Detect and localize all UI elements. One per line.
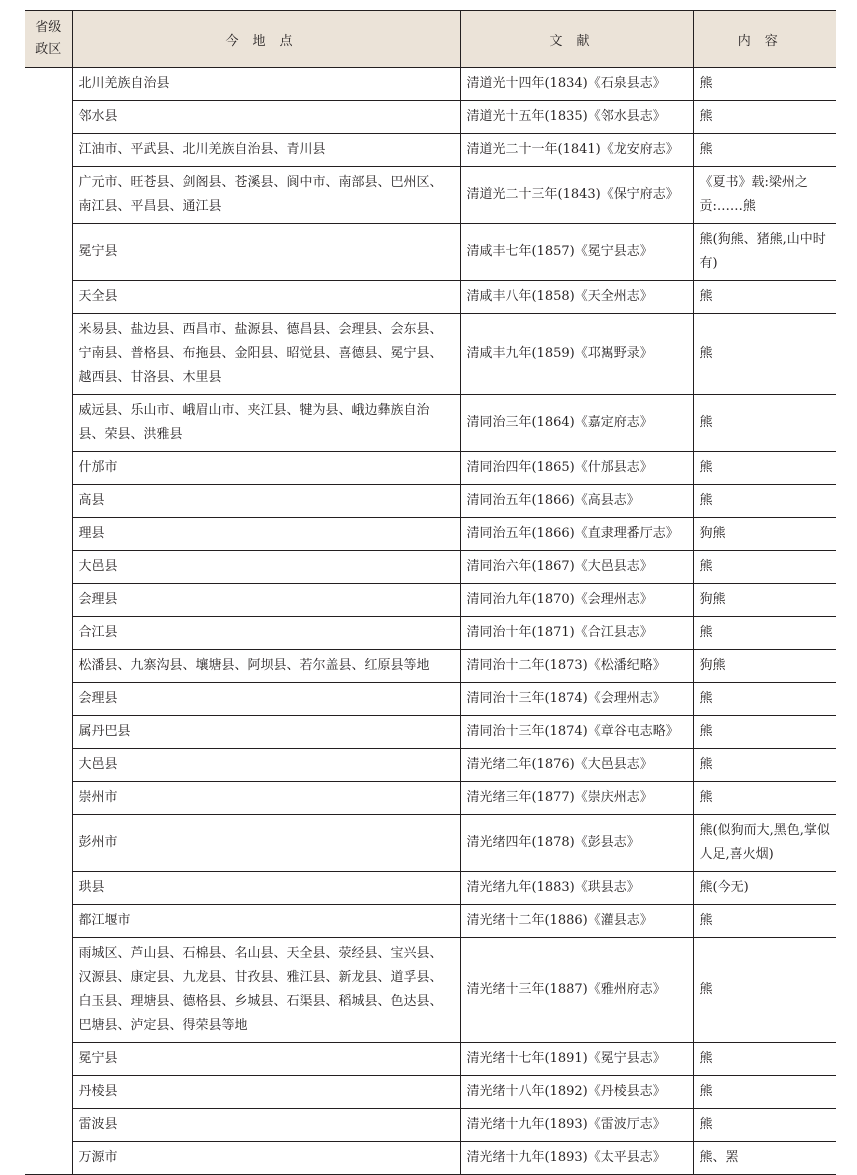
place-cell: 冕宁县 (72, 1043, 460, 1076)
place-cell: 北川羌族自治县 (72, 68, 460, 101)
document-cell: 清道光二十三年(1843)《保宁府志》 (460, 167, 693, 224)
content-cell: 熊 (693, 905, 836, 938)
document-cell: 清同治九年(1870)《会理州志》 (460, 584, 693, 617)
table-row (25, 485, 836, 518)
table-row (25, 551, 836, 584)
table-row (25, 749, 836, 782)
document-cell: 清光绪十八年(1892)《丹棱县志》 (460, 1076, 693, 1109)
place-cell: 威远县、乐山市、峨眉山市、夹江县、犍为县、峨边彝族自治县、荣县、洪雅县 (72, 395, 460, 452)
content-cell: 熊 (693, 485, 836, 518)
header-province-line2: 政区 (35, 42, 62, 57)
document-cell: 清光绪十九年(1893)《雷波厅志》 (460, 1109, 693, 1142)
document-cell: 清光绪三年(1877)《崇庆州志》 (460, 782, 693, 815)
document-cell: 清光绪十九年(1893)《太平县志》 (460, 1142, 693, 1175)
table-row (25, 650, 836, 683)
table-row (25, 716, 836, 749)
place-cell: 冕宁县 (72, 224, 460, 281)
document-cell: 清同治四年(1865)《什邡县志》 (460, 452, 693, 485)
header-content: 内容 (693, 11, 836, 68)
document-cell: 清同治五年(1866)《高县志》 (460, 485, 693, 518)
header-province (25, 11, 72, 68)
place-cell: 会理县 (72, 683, 460, 716)
place-cell: 珙县 (72, 872, 460, 905)
place-cell: 属丹巴县 (72, 716, 460, 749)
content-cell: 《夏书》载:梁州之贡:……熊 (693, 167, 836, 224)
content-cell: 熊 (693, 716, 836, 749)
place-cell: 崇州市 (72, 782, 460, 815)
place-cell: 大邑县 (72, 551, 460, 584)
document-cell: 清同治十三年(1874)《会理州志》 (460, 683, 693, 716)
place-cell: 大邑县 (72, 749, 460, 782)
table-row (25, 314, 836, 395)
content-cell: 熊 (693, 395, 836, 452)
header-place: 今地点 (72, 11, 460, 68)
document-cell: 清咸丰八年(1858)《天全州志》 (460, 281, 693, 314)
header-province-line1: 省级 (35, 20, 62, 35)
content-cell: 熊(似狗而大,黑色,掌似人足,喜火烟) (693, 815, 836, 872)
document-cell: 清道光十四年(1834)《石泉县志》 (460, 68, 693, 101)
place-cell: 松潘县、九寨沟县、壤塘县、阿坝县、若尔盖县、红原县等地 (72, 650, 460, 683)
document-cell: 清光绪十七年(1891)《冕宁县志》 (460, 1043, 693, 1076)
content-cell: 熊 (693, 1043, 836, 1076)
table-row (25, 281, 836, 314)
place-cell: 理县 (72, 518, 460, 551)
table-row (25, 224, 836, 281)
place-cell: 雨城区、芦山县、石棉县、名山县、天全县、荥经县、宝兴县、汉源县、康定县、九龙县、甘孜县、雅江县、新龙县、道孚县、白玉县、理塘县、德格县、乡城县、石渠县、稻城县、色达县、巴塘县、泸定县、得荣县等地 (72, 938, 460, 1043)
content-cell: 熊 (693, 1076, 836, 1109)
document-cell: 清光绪九年(1883)《珙县志》 (460, 872, 693, 905)
document-cell: 清同治十三年(1874)《章谷屯志略》 (460, 716, 693, 749)
place-cell: 彭州市 (72, 815, 460, 872)
table-row (25, 134, 836, 167)
header-row (25, 11, 836, 68)
content-cell: 熊 (693, 782, 836, 815)
place-cell: 江油市、平武县、北川羌族自治县、青川县 (72, 134, 460, 167)
content-cell: 熊、罴 (693, 1142, 836, 1175)
content-cell: 熊 (693, 134, 836, 167)
content-cell: 狗熊 (693, 650, 836, 683)
gazetteer-table (25, 10, 836, 1175)
place-cell: 会理县 (72, 584, 460, 617)
table-row (25, 395, 836, 452)
place-cell: 合江县 (72, 617, 460, 650)
document-cell: 清光绪二年(1876)《大邑县志》 (460, 749, 693, 782)
table-row (25, 101, 836, 134)
content-cell: 熊 (693, 551, 836, 584)
place-cell: 都江堰市 (72, 905, 460, 938)
header-document: 文献 (460, 11, 693, 68)
content-cell: 熊 (693, 1109, 836, 1142)
table-row (25, 815, 836, 872)
table-row (25, 584, 836, 617)
table-row (25, 938, 836, 1043)
content-cell: 熊 (693, 749, 836, 782)
province-cell (25, 68, 72, 1175)
place-cell: 万源市 (72, 1142, 460, 1175)
content-cell: 狗熊 (693, 584, 836, 617)
content-cell: 狗熊 (693, 518, 836, 551)
table-row (25, 68, 836, 101)
place-cell: 雷波县 (72, 1109, 460, 1142)
content-cell: 熊(狗熊、猪熊,山中时有) (693, 224, 836, 281)
document-cell: 清同治十二年(1873)《松潘纪略》 (460, 650, 693, 683)
table-row (25, 1043, 836, 1076)
place-cell: 什邡市 (72, 452, 460, 485)
place-cell: 天全县 (72, 281, 460, 314)
content-cell: 熊 (693, 938, 836, 1043)
table-row (25, 683, 836, 716)
content-cell: 熊 (693, 683, 836, 716)
place-cell: 高县 (72, 485, 460, 518)
document-cell: 清光绪十三年(1887)《雅州府志》 (460, 938, 693, 1043)
table-row (25, 617, 836, 650)
place-cell: 广元市、旺苍县、剑阁县、苍溪县、阆中市、南部县、巴州区、南江县、平昌县、通江县 (72, 167, 460, 224)
table-row (25, 872, 836, 905)
document-cell: 清同治五年(1866)《直隶理番厅志》 (460, 518, 693, 551)
place-cell: 丹棱县 (72, 1076, 460, 1109)
document-cell: 清咸丰七年(1857)《冕宁县志》 (460, 224, 693, 281)
table-row (25, 452, 836, 485)
content-cell: 熊 (693, 68, 836, 101)
content-cell: 熊 (693, 314, 836, 395)
content-cell: 熊 (693, 281, 836, 314)
document-cell: 清同治十年(1871)《合江县志》 (460, 617, 693, 650)
table-row (25, 1076, 836, 1109)
document-cell: 清同治六年(1867)《大邑县志》 (460, 551, 693, 584)
content-cell: 熊 (693, 452, 836, 485)
content-cell: 熊 (693, 101, 836, 134)
content-cell: 熊(今无) (693, 872, 836, 905)
table-row (25, 782, 836, 815)
table-body (25, 68, 836, 1175)
document-cell: 清同治三年(1864)《嘉定府志》 (460, 395, 693, 452)
place-cell: 米易县、盐边县、西昌市、盐源县、德昌县、会理县、会东县、宁南县、普格县、布拖县、金阳县、昭觉县、喜德县、冕宁县、越西县、甘洛县、木里县 (72, 314, 460, 395)
document-cell: 清道光十五年(1835)《邻水县志》 (460, 101, 693, 134)
document-cell: 清咸丰九年(1859)《邛嶲野录》 (460, 314, 693, 395)
table-row (25, 518, 836, 551)
table-row (25, 1142, 836, 1175)
document-cell: 清光绪十二年(1886)《灌县志》 (460, 905, 693, 938)
place-cell: 邻水县 (72, 101, 460, 134)
table-row (25, 1109, 836, 1142)
table-row (25, 905, 836, 938)
document-cell: 清道光二十一年(1841)《龙安府志》 (460, 134, 693, 167)
table-row (25, 167, 836, 224)
document-cell: 清光绪四年(1878)《彭县志》 (460, 815, 693, 872)
content-cell: 熊 (693, 617, 836, 650)
